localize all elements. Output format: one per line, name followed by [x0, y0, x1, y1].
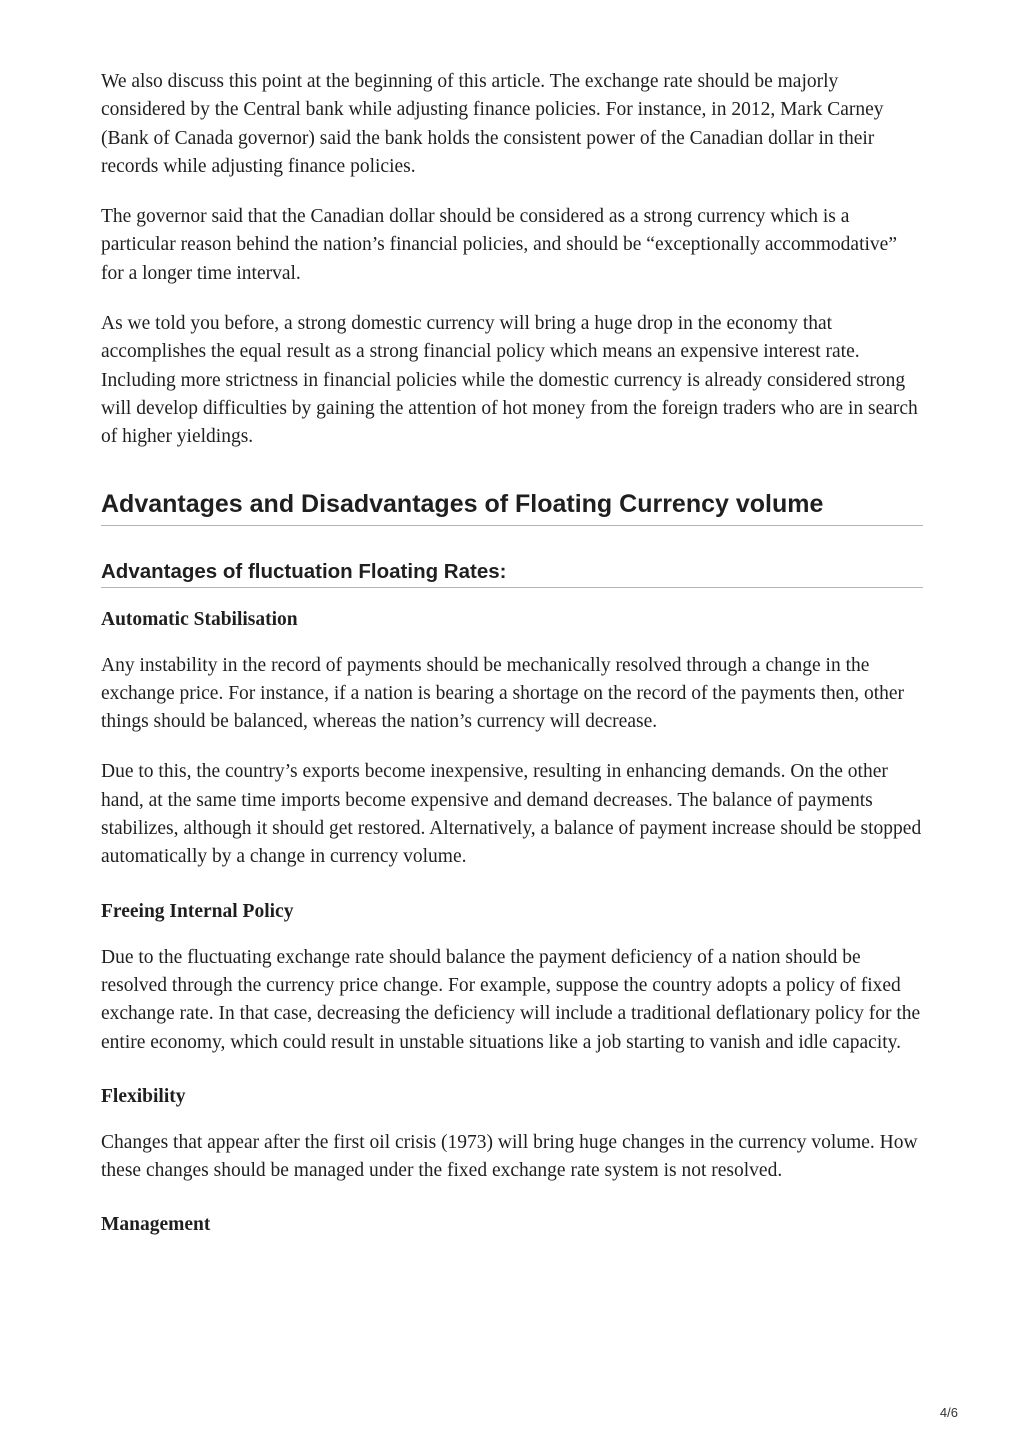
item-paragraph: Any instability in the record of payments should be mechanically resolved through a change in the exchange price. For instance, if a nation is bearing a shortage on the record of the payments then, other things should be balanced, whereas the nation’s currency will decrease. — [101, 654, 905, 733]
item-paragraph: Changes that appear after the first oil crisis (1973) will bring huge changes in the currency volume. How these changes should be managed under the fixed exchange rate system is not resolved. — [101, 1131, 918, 1182]
item-heading-management: Management — [101, 1214, 211, 1236]
item-heading-automatic-stabilisation: Automatic Stabilisation — [101, 608, 298, 630]
intro-paragraph: The governor said that the Canadian dollar should be considered as a strong currency which is a particular reason behind the nation’s financial policies, and should be “exceptionally accommodative” for a longer time interval. — [101, 206, 897, 284]
item-paragraph: Due to this, the country’s exports become inexpensive, resulting in enhancing demands. On the other hand, at the same time imports become expensive and demand decreases. The balance of payments stabilizes, although it should get restored. Alternatively, a balance of payment increase should be stopped automatically by a change in currency volume. — [101, 761, 922, 868]
item-paragraph: Due to the fluctuating exchange rate should balance the payment deficiency of a nation should be resolved through the currency price change. For example, suppose the country adopts a policy of fixed exchange rate. In that case, decreasing the deficiency will include a traditional deflationary policy for the entire economy, which could result in unstable situations like a job starting to vanish and idle capacity. — [101, 946, 921, 1053]
intro-paragraph: We also discuss this point at the beginning of this article. The exchange rate should be majorly considered by the Central bank while adjusting finance policies. For instance, in 2012, Mark Carney (Bank of Canada governor) said the bank holds the consistent power of the Canadian dollar in their records while adjusting finance policies. — [101, 71, 884, 177]
page-number: 4/6 — [939, 1405, 958, 1420]
article-body — [101, 68, 923, 1257]
item-heading-freeing-internal-policy: Freeing Internal Policy — [101, 900, 294, 922]
intro-paragraph: As we told you before, a strong domestic currency will bring a huge drop in the economy that accomplishes the equal result as a strong financial policy which means an expensive interest rate. Including more strictness in financial policies while the domestic currency is already considered strong will develop difficulties by gaining the attention of hot money from the foreign traders who are in search of higher yieldings. — [101, 313, 918, 448]
item-heading-flexibility: Flexibility — [101, 1085, 186, 1107]
subsection-heading: Advantages of fluctuation Floating Rates: — [101, 560, 923, 588]
section-heading: Advantages and Disadvantages of Floating Currency volume — [101, 490, 923, 526]
